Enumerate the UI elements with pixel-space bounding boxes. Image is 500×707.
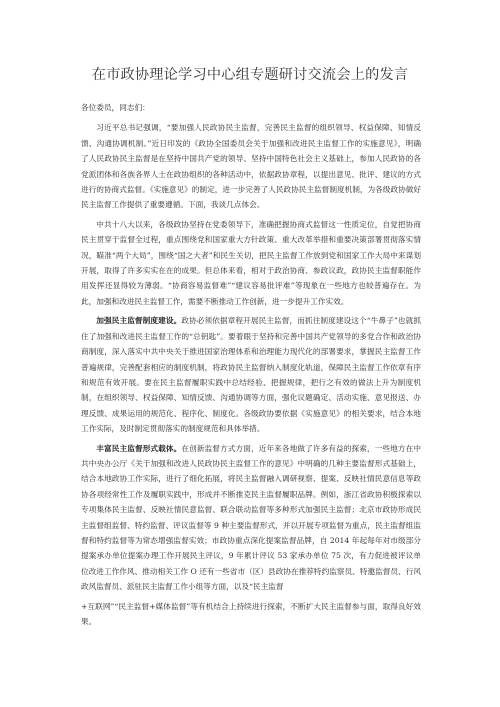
paragraph	[81, 217, 421, 309]
greeting: 各位委员，同志们：	[81, 103, 150, 112]
paragraph	[81, 313, 421, 436]
paragraph-lead: 丰富民主监督形式载体。	[96, 443, 182, 453]
paragraph	[81, 441, 421, 595]
paragraph	[81, 120, 421, 212]
document-title: 在市政协理论学习中心组专题研讨交流会上的发言	[91, 67, 409, 83]
paragraph-text: 政协必须依据章程开展民主监督，而抓住制度建设这个“牛鼻子”也就抓住了加强和改进民主监督工作的“总钥匙”。要着眼于坚持和完善中国共产党领导的多党合作和政治协商制度，深入落实中共中央关于推进国家治理体系和治理能力现代化的部署要求，掌握民主监督工作普遍规律，完善配套相应的制度机制，将政协民主监督纳入制度化轨道，保障民主监督工作依章有序和规范有效开展。要在民主监督履职实践中总结经验、把握规律，把行之有效的做法上升为制度机制，在组织领导、权益保障、知情反馈、沟通协调等方面，强化议题确定、活动实施、意见报送、办理反馈、成果运用的规范化、程序化、制度化。各级政协要依据《实施意见》的相关要求，结合本地工作实际，及时制定贯彻落实的制度规范和具体举措。	[81, 316, 422, 434]
paragraph-text: 在创新监督方式方面，近年来各地做了许多有益的探索，一些地方在中共中央办公厅《关于加强和改进人民政协民主监督工作的意见》中明确的几种主要监督形式基础上，结合本地政协工作实际，进行了细化拓展，将民主监督融入调研视察、提案、反映社情民意信息等政协各项经常性工作及履职实践中，形成并不断推克民主监督履职品牌。例如，浙江省政协积极探索以专项集体民主监督、反映社情民意监督、联合联动监督等多种形式加强民主监督；北京市政协形成民主监督组监督、特约监督、评议监督等 9 种主要监督形式，并以开展专项监督为重点，民主监督组监督和特约监督等为常态增强监督实效；市政协重点深化提案监督品牌，自 2014 年起每年对市级部分提案承办单位提案办理工作开展民主评议，9 年累计评议 53 家承办单位 75 次，有力促进被评议单位改进工作作风、推动相关工作 O 还有一些省市（区）县政协在推荐特约监察员、特邀监督员、行风政风监督员、派驻民主监督工作小组等方面，以及“民主监督	[81, 443, 422, 592]
paragraph-text: 习近平总书记强调，“要加强人民政协民主监督，完善民主监督的组织领导、权益保障、知情反馈、沟通协调机制。”近日印发的《政协全国委员会关于加强和改进民主监督工作的实施意见》，明确了人民政协民主监督是在坚持中国共产党的领导、坚持中国特色社会主义基础上，参加人民政协的各党派团体和各族各界人士在政协组织的各种活动中，依据政协章程，以提出意见、批评、建议的方式进行的协商式监督。《实施意见》的制定，进一步完善了人民政协民主监督制度机制，为各级政协做好民主监督工作提供了重要遵循。下面，我谈几点体会。	[81, 123, 422, 210]
paragraph	[81, 599, 421, 630]
paragraph-lead: 加强民主监督制度建设。	[96, 316, 182, 326]
paragraph-text: 中共十八大以来，各级政协坚持在党委领导下，准确把握协商式监督这一性质定位，自觉把协商民主贯穿于监督全过程，重点围绕党和国家重大方针政策、重大改革举措和重要决策部署贯彻落实情况，瞄准“两个大局”，围绕“国之大者”和民生关切，把民主监督工作放到党和国家工作大局中来谋划开展，取得了许多实实在在的成果。但总体来看，相对于政治协商、参政议政，政协民主监督职能作用发挥还显得较为薄弱。“协商容易监督难”“建议容易批评难”等现象在一些地方也较普遍存在。为此，加强和改进民主监督工作，需要不断推动工作创新，进一步提升工作实效。	[81, 219, 421, 306]
paragraph-text: +互联网”“民主监督+媒体监督”等有机结合上持续进行探索，不断扩大民主监督参与面，取得良好效果。	[81, 601, 421, 626]
document-body	[81, 100, 421, 633]
